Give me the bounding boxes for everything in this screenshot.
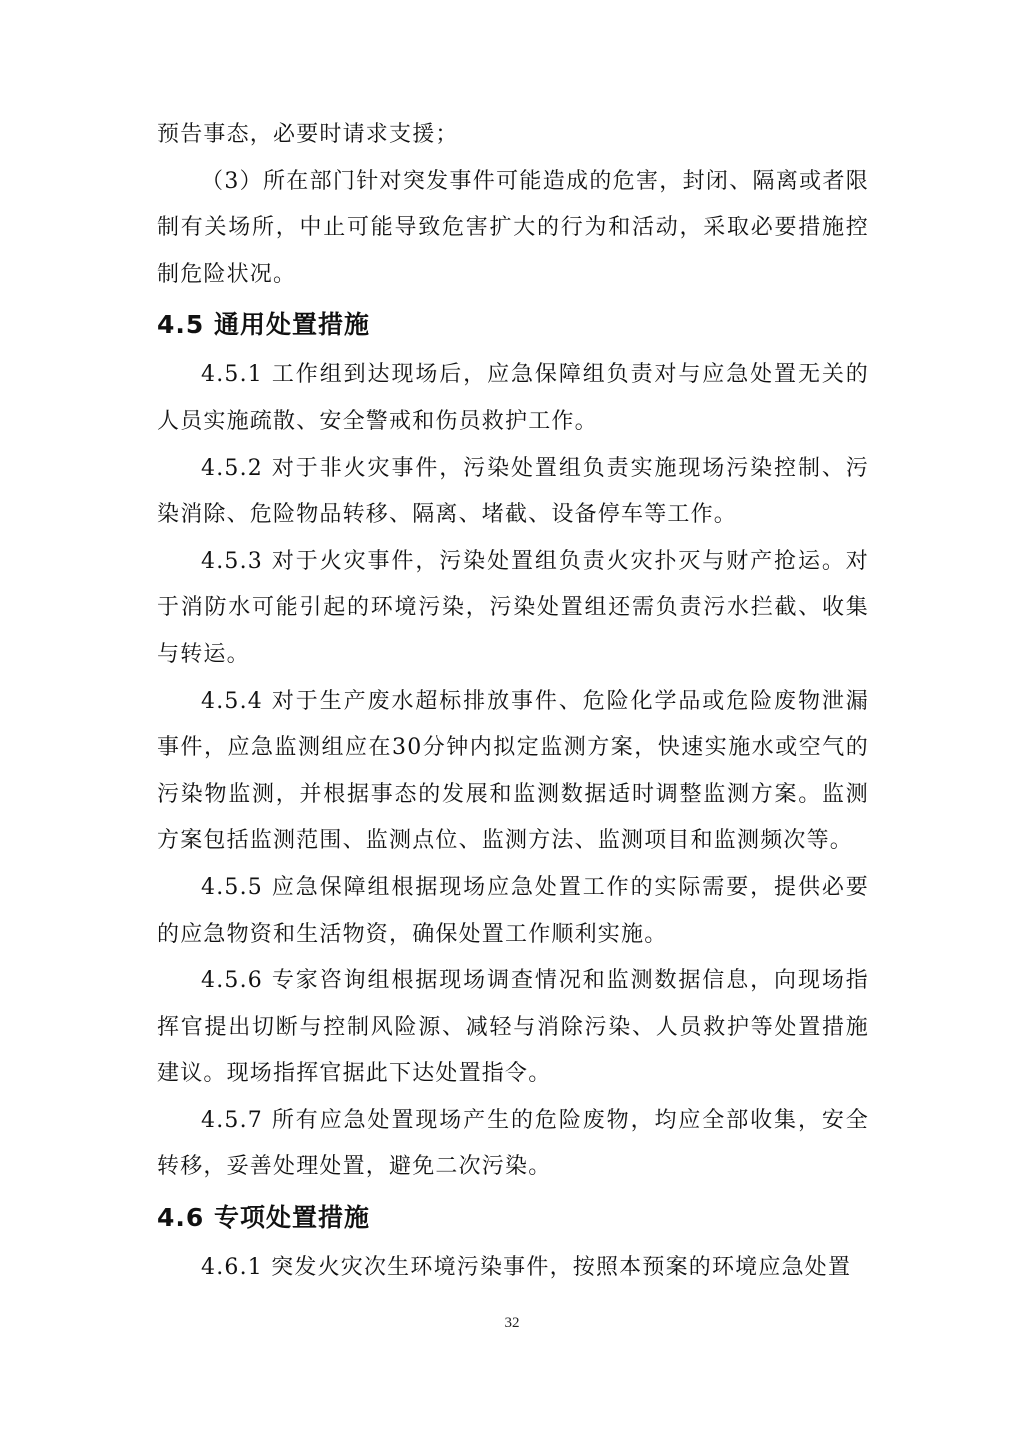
continuation-paragraph: 预告事态，必要时请求支援； (157, 122, 459, 147)
paragraph-4-5-3: 4.5.3 对于火灾事件，污染处置组负责火灾扑灭与财产抢运。对于消防水可能引起的环境污染，污染处置组还需负责污水拦截、收集与转运。 (157, 548, 869, 667)
paragraph-4-6-1: 4.6.1 突发火灾次生环境污染事件，按照本预案的环境应急处置 (201, 1255, 852, 1281)
page-number: 32 (504, 1315, 520, 1331)
section-heading-4-5: 4.5 通用处置措施 (157, 310, 370, 340)
paragraph-4-5-5: 4.5.5 应急保障组根据现场应急处置工作的实际需要，提供必要的应急物资和生活物资，确保处置工作顺利实施。 (157, 874, 869, 947)
page-content (157, 112, 869, 1292)
paragraph-4-5-7: 4.5.7 所有应急处置现场产生的危险废物，均应全部收集，安全转移，妥善处理处置，避免二次污染。 (157, 1107, 869, 1180)
paragraph-4-5-4: 4.5.4 对于生产废水超标排放事件、危险化学品或危险废物泄漏事件，应急监测组应在30分钟内拟定监测方案，快速实施水或空气的污染物监测，并根据事态的发展和监测数据适时调整监测方案。监测方案包括监测范围、监测点位、监测方法、监测项目和监测频次等。 (157, 688, 869, 854)
paragraph-4-5-1: 4.5.1 工作组到达现场后，应急保障组负责对与应急处置无关的人员实施疏散、安全警戒和伤员救护工作。 (157, 362, 869, 434)
paragraph-4-5-2: 4.5.2 对于非火灾事件，污染处置组负责实施现场污染控制、污染消除、危险物品转移、隔离、堵截、设备停车等工作。 (157, 455, 869, 528)
section-heading-4-6: 4.6 专项处置措施 (157, 1203, 370, 1233)
paragraph-4-5-6: 4.5.6 专家咨询组根据现场调查情况和监测数据信息，向现场指挥官提出切断与控制风险源、减轻与消除污染、人员救护等处置措施建议。现场指挥官据此下达处置指令。 (157, 968, 869, 1087)
paragraph-item-3: （3）所在部门针对突发事件可能造成的危害，封闭、隔离或者限制有关场所，中止可能导致危害扩大的行为和活动，采取必要措施控制危险状况。 (157, 168, 869, 287)
